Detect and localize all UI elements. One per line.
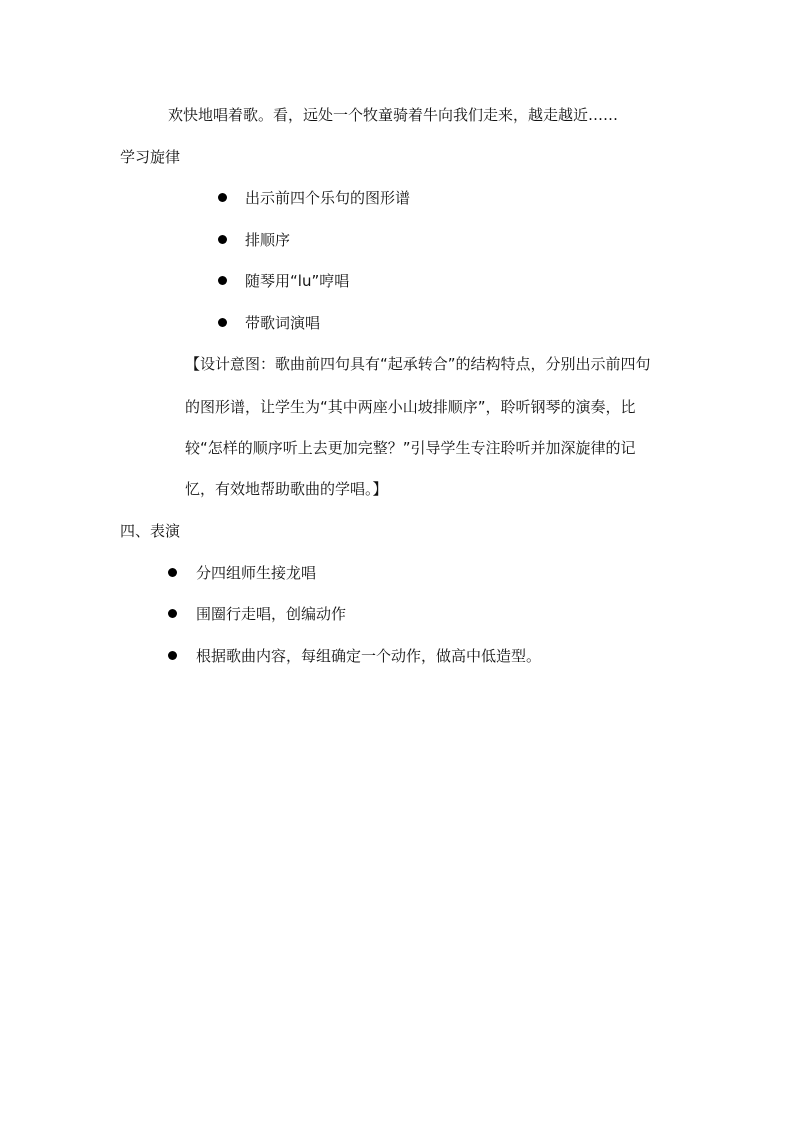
section-heading-melody: 学习旋律 [120,148,181,166]
bullet-icon [218,235,227,244]
intro-line: 欢快地唱着歌。看，远处一个牧童骑着牛向我们走来，越走越近…… [168,106,619,124]
list-item-text: 围圈行走唱，创编动作 [196,605,347,623]
design-intent-line: 忆，有效地帮助歌曲的学唱。】 [185,480,388,498]
design-intent-line: 较“怎样的顺序听上去更加完整？”引导学生专注聆听并加深旋律的记 [185,439,636,457]
list-item-text: 分四组师生接龙唱 [196,564,317,582]
design-intent-line: 【设计意图：歌曲前四句具有“起承转合”的结构特点，分别出示前四句 [185,355,651,373]
section-heading-perform: 四、表演 [120,522,181,540]
list-item-text: 出示前四个乐句的图形谱 [245,189,411,207]
list-item-text: 排顺序 [245,231,291,249]
bullet-icon [218,318,227,327]
bullet-icon [168,568,177,577]
bullet-icon [168,651,177,660]
bullet-icon [168,609,177,618]
bullet-icon [218,276,227,285]
list-item-text: 根据歌曲内容，每组确定一个动作，做高中低造型。 [196,647,542,665]
list-item-text: 带歌词演唱 [245,314,321,332]
list-item-text: 随琴用“lu”哼唱 [245,272,350,290]
design-intent-line: 的图形谱，让学生为“其中两座小山坡排顺序”，聆听钢琴的演奏，比 [185,398,636,416]
bullet-icon [218,193,227,202]
